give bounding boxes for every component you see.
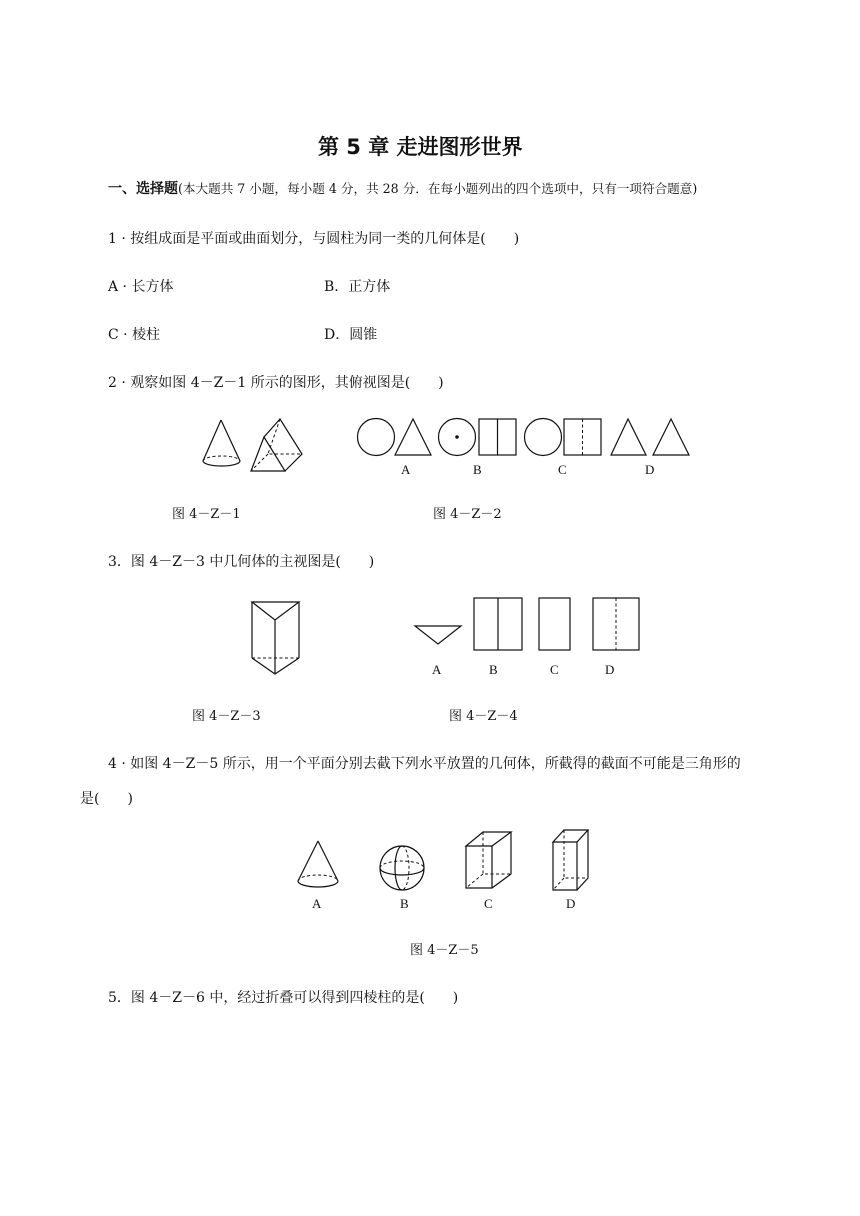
triangular-prism-icon [251,419,302,471]
fig4-label-a: A [432,662,442,677]
figure-4-z-3-caption: 图 4－Z－3 [192,709,261,724]
fig5-label-d: D [566,896,576,911]
figure-4-z-5-caption: 图 4－Z－5 [410,943,479,958]
option-b-views [439,419,517,456]
question-3-stem: 3．图 4－Z－3 中几何体的主视图是( ) [108,554,375,570]
q1-option-c: C · 棱柱 [108,327,161,343]
triangular-prism-icon [252,602,299,674]
question-4-stem-line1: 4 · 如图 4－Z－5 所示，用一个平面分别去截下列水平放置的几何体，所截得的截面不可能是三角形的 [108,756,741,772]
section-heading [108,178,697,198]
fig5-label-c: C [484,896,493,911]
fig2-label-d: D [645,462,655,477]
q1-option-a: A · 长方体 [108,279,174,295]
question-1-stem: 1 · 按组成面是平面或曲面划分，与圆柱为同一类的几何体是( ) [108,231,520,247]
fig2-label-b: B [473,462,482,477]
sphere-icon [380,846,424,890]
figure-4-z-3 [250,600,302,676]
q1-option-d: D．圆锥 [324,327,378,343]
cuboid-icon [553,830,588,890]
option-d-views [611,419,689,455]
figure-4-z-5 [290,828,600,894]
option-a-views [358,419,432,456]
cone-icon [298,841,338,887]
option-d-view [593,598,639,650]
cone-icon [203,420,240,466]
figure-4-z-1-caption: 图 4－Z－1 [172,507,241,522]
section-heading-note: (本大题共 7 小题，每小题 4 分，共 28 分．在每小题列出的四个选项中，只有一项符合题意) [178,181,698,196]
q1-option-b: B．正方体 [324,279,391,295]
fig5-label-a: A [312,896,322,911]
figure-4-z-4 [413,596,643,652]
page-title: 第 5 章 走进图形世界 [318,135,523,159]
figure-4-z-4-caption: 图 4－Z－4 [449,709,518,724]
triangular-prism-icon [466,832,511,888]
option-b-view [474,598,522,650]
fig4-label-d: D [605,662,615,677]
question-4-stem-line2: 是( ) [80,791,133,807]
question-2-stem: 2 · 观察如图 4－Z－1 所示的图形，其俯视图是( ) [108,375,444,391]
question-5-stem: 5．图 4－Z－6 中，经过折叠可以得到四棱柱的是( ) [108,990,459,1006]
option-c-views [525,419,602,456]
figure-4-z-2-caption: 图 4－Z－2 [433,507,502,522]
fig2-label-c: C [558,462,567,477]
option-c-view [539,598,570,650]
fig2-label-a: A [401,462,411,477]
fig4-label-c: C [550,662,559,677]
figure-4-z-1 [195,412,335,474]
section-heading-label: 一、选择题 [108,181,178,197]
fig5-label-b: B [400,896,409,911]
figure-4-z-2 [355,418,695,462]
fig4-label-b: B [489,662,498,677]
option-a-view [415,626,461,644]
